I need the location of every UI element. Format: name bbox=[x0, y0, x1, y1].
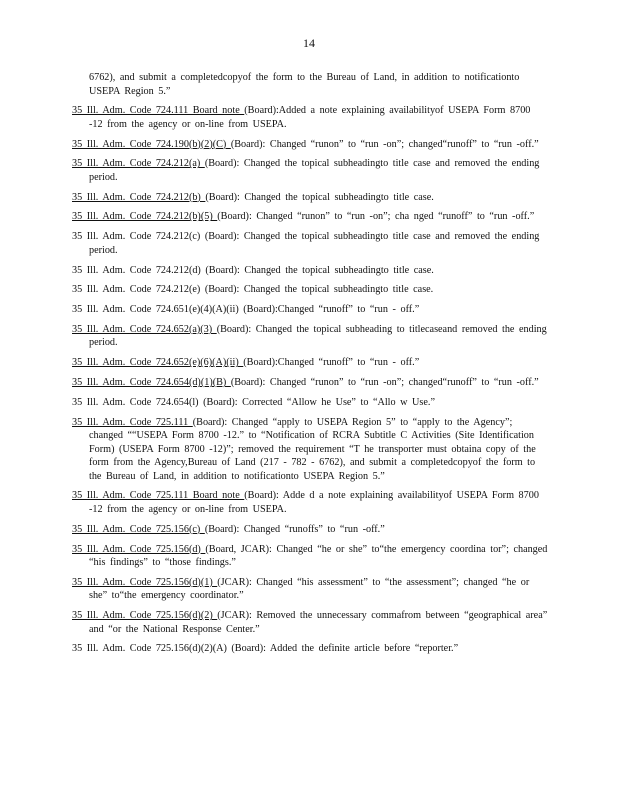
entry-text: (Board, JCAR): Changed “he or she” to“the emergency coordina tor”; changed “his findings” to “those findings.” bbox=[89, 543, 548, 569]
entry-text: (Board): Changed the topical subheadingto title case. bbox=[205, 264, 434, 276]
entry-text: (Board): Changed “apply to USEPA Region 5” to “apply to the Agency”; changed ““USEPA Form 8700 -12.” to “Notification of RCRA Subtitle C Activities (Site Identification Form) (USEPA Form 8700 -12)”; removed the requirement “T he transporter must obtaina copy of the form from the Agency,Bureau of Land (217 - 782 - 6762), and submit a completedcopyof the form to the Bureau of Land, in addition to notificationto USEPA Region 5.” bbox=[89, 416, 536, 482]
amendment-entry bbox=[72, 396, 548, 410]
entry-text: (Board): Changed “runon” to “run -on”; changed“runoff” to “run -off.” bbox=[230, 377, 539, 389]
document-body bbox=[72, 71, 548, 662]
citation: 35 Ill. Adm. Code 724.212(e) bbox=[72, 284, 205, 296]
entry-text: (JCAR): Removed the unnecessary commafrom between “geographical area” and “or the National Response Center.” bbox=[89, 610, 548, 635]
entry-text: (Board): Changed the topical subheadingto title case. bbox=[204, 284, 434, 296]
citation: 35 Ill. Adm. Code 725.111 bbox=[72, 416, 193, 428]
citation: 35 Ill. Adm. Code 724.652(a)(3) bbox=[72, 323, 217, 335]
amendment-entry bbox=[72, 323, 548, 350]
amendment-entry bbox=[72, 104, 548, 131]
citation: 35 Ill. Adm. Code 724.212(d) bbox=[72, 264, 206, 276]
citation: 35 Ill. Adm. Code 725.156(d)(2)(A) bbox=[72, 643, 232, 655]
citation: 35 Ill. Adm. Code 724.651(e)(4)(A)(ii) bbox=[72, 304, 244, 316]
citation: 35 Ill. Adm. Code 724.212(a) bbox=[72, 158, 205, 170]
citation: 35 Ill. Adm. Code 724.654(d)(1)(B) bbox=[72, 377, 231, 389]
entry-text: (Board): Changed the topical subheadingto title case. bbox=[205, 191, 434, 203]
amendment-entry bbox=[72, 576, 548, 603]
citation: 35 Ill. Adm. Code 725.156(d)(2) bbox=[72, 610, 218, 622]
entry-text: (Board): Added the definite article before “reporter.” bbox=[231, 643, 459, 655]
amendment-entry bbox=[72, 138, 548, 152]
entry-text: (Board): Changed “runon” to “run -on”; changed“runoff” to “run -off.” bbox=[230, 138, 539, 150]
entry-text: (Board):Changed “runoff” to “run - off.” bbox=[243, 304, 420, 316]
entry-text: 6762), and submit a completedcopyof the form to the Bureau of Land, in addition to notificationto USEPA Region 5.” bbox=[89, 72, 520, 97]
citation: 35 Ill. Adm. Code 724.212(c) bbox=[72, 231, 205, 243]
entry-text: (JCAR): Changed “his assessment” to “the assessment”; changed “he or she” to“the emergency coordinator.” bbox=[89, 576, 530, 602]
amendment-entry bbox=[72, 376, 548, 390]
amendment-entry bbox=[72, 609, 548, 636]
amendment-entry bbox=[72, 642, 548, 656]
amendment-entry bbox=[72, 523, 548, 537]
entry-text: (Board): Adde d a note explaining availabilityof USEPA Form 8700 -12 from the agency or on-line from USEPA. bbox=[89, 490, 539, 515]
citation: 35 Ill. Adm. Code 724.190(b)(2)(C) bbox=[72, 138, 231, 150]
amendment-entry bbox=[72, 489, 548, 516]
entry-text: (Board): Corrected “Allow he Use” to “Allo w Use.” bbox=[203, 396, 435, 408]
amendment-entry bbox=[72, 230, 548, 257]
citation: 35 Ill. Adm. Code 724.212(b)(5) bbox=[72, 211, 218, 223]
page-number: 14 bbox=[303, 36, 315, 50]
citation: 35 Ill. Adm. Code 724.212(b) bbox=[72, 191, 206, 203]
entry-text: (Board): Changed “runon” to “run -on”; cha nged “runoff” to “run -off.” bbox=[217, 211, 535, 223]
amendment-entry bbox=[72, 416, 548, 484]
entry-text: (Board): Changed the topical subheadingto title case and removed the ending period. bbox=[89, 231, 540, 256]
citation: 35 Ill. Adm. Code 725.156(d)(1) bbox=[72, 576, 218, 588]
entry-text: (Board): Changed the topical subheadingto title case and removed the ending period. bbox=[89, 158, 540, 183]
amendment-entry bbox=[72, 543, 548, 570]
entry-text: (Board): Changed “runoffs” to “run -off.” bbox=[204, 523, 385, 535]
citation: 35 Ill. Adm. Code 724.111 Board note bbox=[72, 105, 245, 117]
citation: 35 Ill. Adm. Code 724.654(l) bbox=[72, 396, 204, 408]
amendment-entry bbox=[72, 264, 548, 278]
entry-text: (Board):Added a note explaining availabilityof USEPA Form 8700 -12 from the agency or on-line from USEPA. bbox=[89, 105, 531, 130]
citation: 35 Ill. Adm. Code 725.156(d) bbox=[72, 543, 206, 555]
amendment-entry bbox=[72, 210, 548, 224]
continued-paragraph bbox=[72, 71, 548, 98]
amendment-entry bbox=[72, 356, 548, 370]
entry-text: (Board):Changed “runoff” to “run - off.” bbox=[243, 357, 420, 369]
amendment-entry bbox=[72, 283, 548, 297]
citation: 35 Ill. Adm. Code 725.156(c) bbox=[72, 523, 205, 535]
amendment-entry bbox=[72, 157, 548, 184]
amendment-entry bbox=[72, 191, 548, 205]
entry-text: (Board): Changed the topical subheading to titlecaseand removed the ending period. bbox=[89, 323, 547, 349]
citation: 35 Ill. Adm. Code 725.111 Board note bbox=[72, 490, 245, 502]
amendment-entry bbox=[72, 303, 548, 317]
citation: 35 Ill. Adm. Code 724.652(e)(6)(A)(ii) bbox=[72, 357, 244, 369]
